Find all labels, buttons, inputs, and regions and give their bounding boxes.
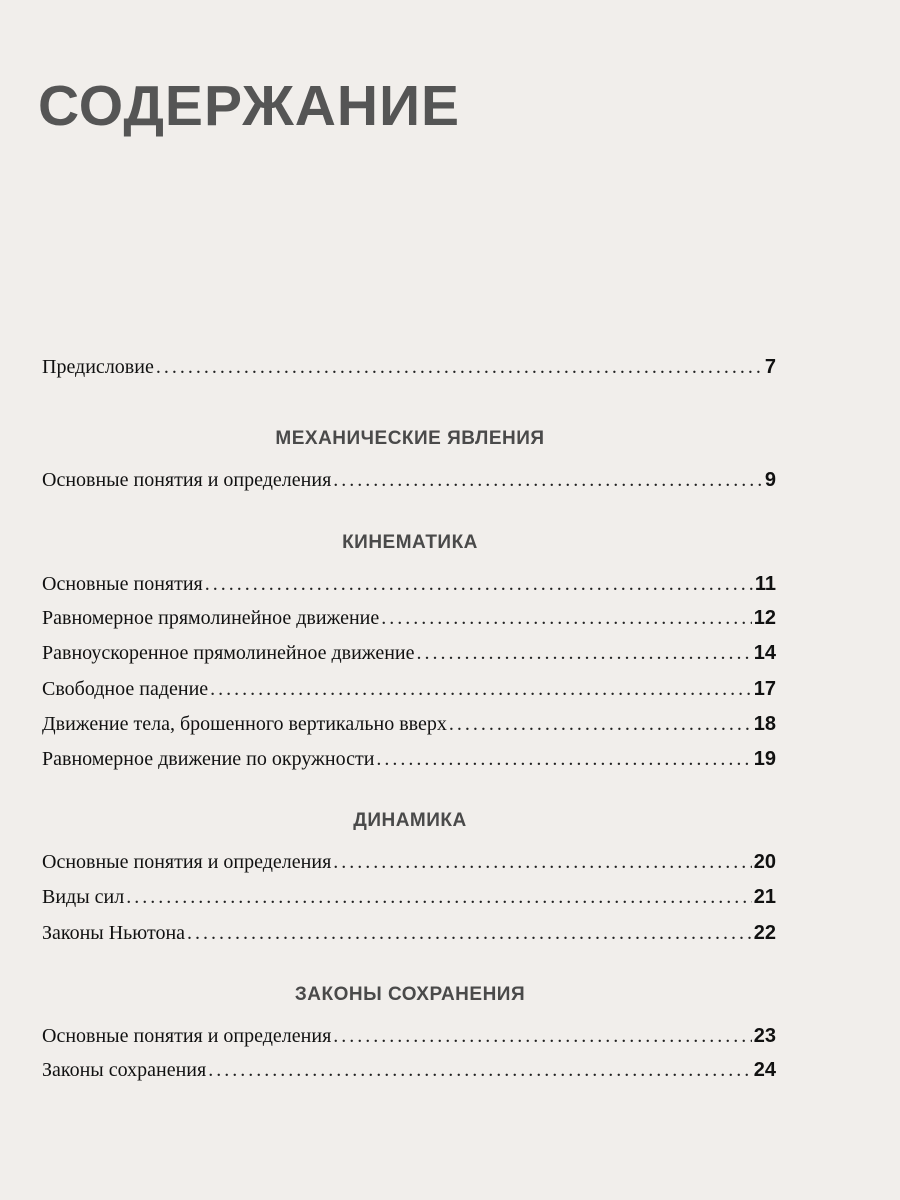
toc-entry bbox=[42, 607, 776, 630]
toc-entry-label: Законы Ньютона bbox=[42, 922, 186, 944]
toc-entry bbox=[42, 678, 776, 701]
toc-entry-label: Равномерное движение по окружности bbox=[42, 748, 375, 770]
toc-entry bbox=[42, 922, 776, 945]
toc-entry bbox=[42, 748, 776, 771]
toc-entry-label: Равномерное прямолинейное движение bbox=[42, 607, 380, 629]
toc-leader-dots bbox=[156, 356, 763, 379]
toc-entry bbox=[42, 469, 776, 492]
toc-entry-preface bbox=[42, 356, 776, 379]
toc-entry-label: Движение тела, брошенного вертикально вверх bbox=[42, 713, 447, 735]
toc-entry bbox=[42, 1025, 776, 1048]
toc-leader-dots bbox=[126, 886, 752, 909]
section-heading-kinematics: КИНЕМАТИКА bbox=[342, 532, 478, 553]
toc-entry-page: 22 bbox=[753, 922, 776, 944]
toc-entry-label: Виды сил bbox=[42, 886, 125, 908]
toc-entry-page: 18 bbox=[753, 713, 776, 735]
toc-entry-label: Основные понятия и определения bbox=[42, 851, 332, 873]
toc-leader-dots bbox=[417, 642, 752, 665]
toc-entry-page: 14 bbox=[753, 642, 776, 664]
toc-entry-label: Основные понятия bbox=[42, 573, 203, 595]
toc-leader-dots bbox=[333, 1025, 751, 1048]
section-heading-mechanical: МЕХАНИЧЕСКИЕ ЯВЛЕНИЯ bbox=[275, 428, 545, 449]
section-heading-conservation-laws: ЗАКОНЫ СОХРАНЕНИЯ bbox=[294, 984, 526, 1005]
toc-entry bbox=[42, 713, 776, 736]
toc-entry bbox=[42, 573, 776, 596]
toc-entry bbox=[42, 851, 776, 874]
page-title: СОДЕРЖАНИЕ bbox=[38, 74, 461, 138]
toc-entry-label: Основные понятия и определения bbox=[42, 469, 332, 491]
toc-leader-dots bbox=[210, 678, 752, 701]
toc-leader-dots bbox=[376, 748, 751, 771]
toc-entry-page: 12 bbox=[753, 607, 776, 629]
section-heading-dynamics: ДИНАМИКА bbox=[353, 810, 467, 831]
toc-entry-page: 21 bbox=[753, 886, 776, 908]
toc-entry-page: 24 bbox=[753, 1059, 776, 1081]
toc-entry-label: Основные понятия и определения bbox=[42, 1025, 332, 1047]
toc-leader-dots bbox=[449, 713, 752, 736]
toc-entry bbox=[42, 1059, 776, 1082]
toc-entry-page: 19 bbox=[753, 748, 776, 770]
toc-entry bbox=[42, 642, 776, 665]
toc-entry-label: Законы сохранения bbox=[42, 1059, 207, 1081]
toc-leader-dots bbox=[381, 607, 752, 630]
toc-leader-dots bbox=[187, 922, 752, 945]
toc-entry-page: 7 bbox=[764, 356, 776, 378]
toc-entry bbox=[42, 886, 776, 909]
toc-entry-page: 9 bbox=[764, 469, 776, 491]
toc-entry-label: Свободное падение bbox=[42, 678, 209, 700]
toc-leader-dots bbox=[333, 851, 751, 874]
toc-entry-page: 20 bbox=[753, 851, 776, 873]
toc-leader-dots bbox=[208, 1059, 752, 1082]
toc-entry-page: 11 bbox=[754, 573, 776, 595]
toc-entry-label: Предисловие bbox=[42, 356, 154, 378]
toc-entry-page: 23 bbox=[753, 1025, 776, 1047]
toc-entry-label: Равноускоренное прямолинейное движение bbox=[42, 642, 415, 664]
toc-leader-dots bbox=[205, 573, 753, 596]
toc-entry-page: 17 bbox=[753, 678, 776, 700]
toc-leader-dots bbox=[333, 469, 763, 492]
